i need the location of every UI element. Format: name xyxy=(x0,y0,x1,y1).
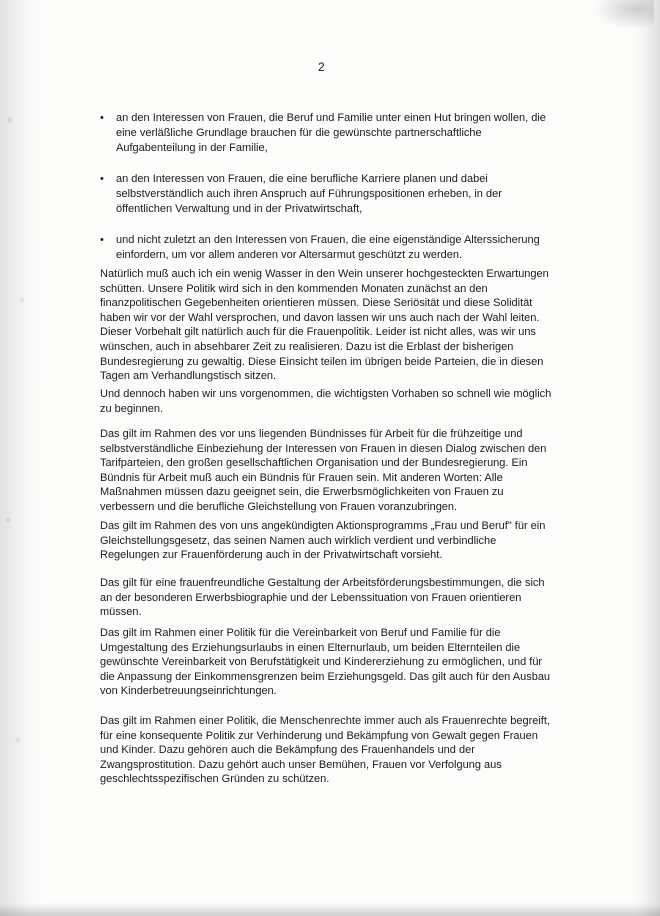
paragraph-vereinbarkeit: Das gilt im Rahmen einer Politik für die Vereinbarkeit von Beruf und Familie für die Umgestaltung des Erziehungsurlaubs in einen Elternurlaub, um beiden Elternteilen die gewünschte Vereinbarkeit von Berufstätigkeit und Kindererziehung zu ermöglichen, und für die Anpassung der Einkommensgrenzen beim Erziehungsgeld. Das gilt auch für den Ausbau von Kinderbetreuungseinrichtungen. xyxy=(100,627,551,698)
bullet-item xyxy=(100,233,560,263)
bullet-item xyxy=(100,111,560,156)
bullet-text: an den Interessen von Frauen, die Beruf und Familie unter einen Hut bringen wollen, die eine verläßliche Grundlage brauchen für die gewünschte partnerschaftliche Aufgabenteilung in der Familie, xyxy=(116,112,546,154)
scan-edge-bottom xyxy=(0,902,660,916)
bullet-icon: • xyxy=(100,112,104,124)
scan-smudge-top-right xyxy=(594,0,654,30)
bullet-icon: • xyxy=(100,234,104,246)
bullet-item xyxy=(100,172,560,217)
paragraph-arbeitsfoerderung: Das gilt für eine frauenfreundliche Gestaltung der Arbeitsförderungsbestimmungen, die sich an der besonderen Erwerbsbiographie und der Lebenssituation von Frauen orientieren müssen. xyxy=(100,577,545,619)
bullet-icon: • xyxy=(100,173,104,185)
scan-edge-right xyxy=(634,0,660,916)
paragraph-aktionsprogramm: Das gilt im Rahmen des von uns angekündigten Aktionsprogramms „Frau und Beruf" für ein Gleichstellungsgesetz, das seinen Namen auch wirklich verdient und verbindliche Regelungen zur Frauenförderung auch in der Privatwirtschaft vorsieht. xyxy=(100,520,546,562)
paragraph-menschenrechte: Das gilt im Rahmen einer Politik, die Menschenrechte immer auch als Frauenrechte begreift, für eine konsequente Politik zur Verhinderung und Bekämpfung von Gewalt gegen Frauen und Kinder. Dazu gehören auch die Bekämpfung des Frauenhandels und der Zwangsprostitution. Dazu gehört auch unser Bemühen, Frauen vor Verfolgung aus geschlechtsspezifischen Gründen zu schützen. xyxy=(100,715,550,786)
paragraph-wasser-wein: Natürlich muß auch ich ein wenig Wasser in den Wein unserer hochgesteckten Erwartungen schütten. Unsere Politik wird sich in den kommenden Monaten zunächst an den finanzpolitischen Gegebenheiten orientieren müssen. Diese Seriösität und diese Solidität haben wir vor der Wahl versprochen, und davon lassen wir uns auch nach der Wahl leiten. Dieser Vorbehalt gilt natürlich auch für die Frauenpolitik. Leider ist nicht alles, was wir uns wünschen, auch in absehbarer Zeit zu realisieren. Dazu ist die Erblast der bisherigen Bundesregierung zu gewaltig. Diese Einsicht teilen im übrigen beide Parteien, die in diesen Tagen am Verhandlungstisch sitzen. xyxy=(100,268,549,383)
paragraph-vorhaben: Und dennoch haben wir uns vorgenommen, die wichtigsten Vorhaben so schnell wie möglich zu beginnen. xyxy=(100,388,552,415)
scan-edge-left xyxy=(0,0,44,916)
page-number: 2 xyxy=(318,60,325,74)
bullet-list xyxy=(100,111,560,279)
bullet-text: und nicht zuletzt an den Interessen von Frauen, die eine eigenständige Alterssicherung einfordern, um vor allem anderen vor Altersarmut geschützt zu werden. xyxy=(116,234,540,261)
paragraph-buendnis-arbeit: Das gilt im Rahmen des vor uns liegenden Bündnisses für Arbeit für die frühzeitige und selbstverständliche Einbeziehung der Interessen von Frauen in diesen Dialog zwischen den Tarifparteien, den großen gesellschaftlichen Organisation und der Bundesregierung. Ein Bündnis für Arbeit muß auch ein Bündnis für Frauen sein. Mit anderen Worten: Alle Maßnahmen müssen dazu geeignet sein, die Erwerbsmöglichkeiten von Frauen zu verbessern und die berufliche Gleichstellung von Frauen voranzubringen. xyxy=(100,428,547,513)
bullet-text: an den Interessen von Frauen, die eine berufliche Karriere planen und dabei selbstverständlich auch ihren Anspruch auf Führungspositionen erheben, in der öffentlichen Verwaltung und in der Privatwirtschaft, xyxy=(116,173,502,215)
